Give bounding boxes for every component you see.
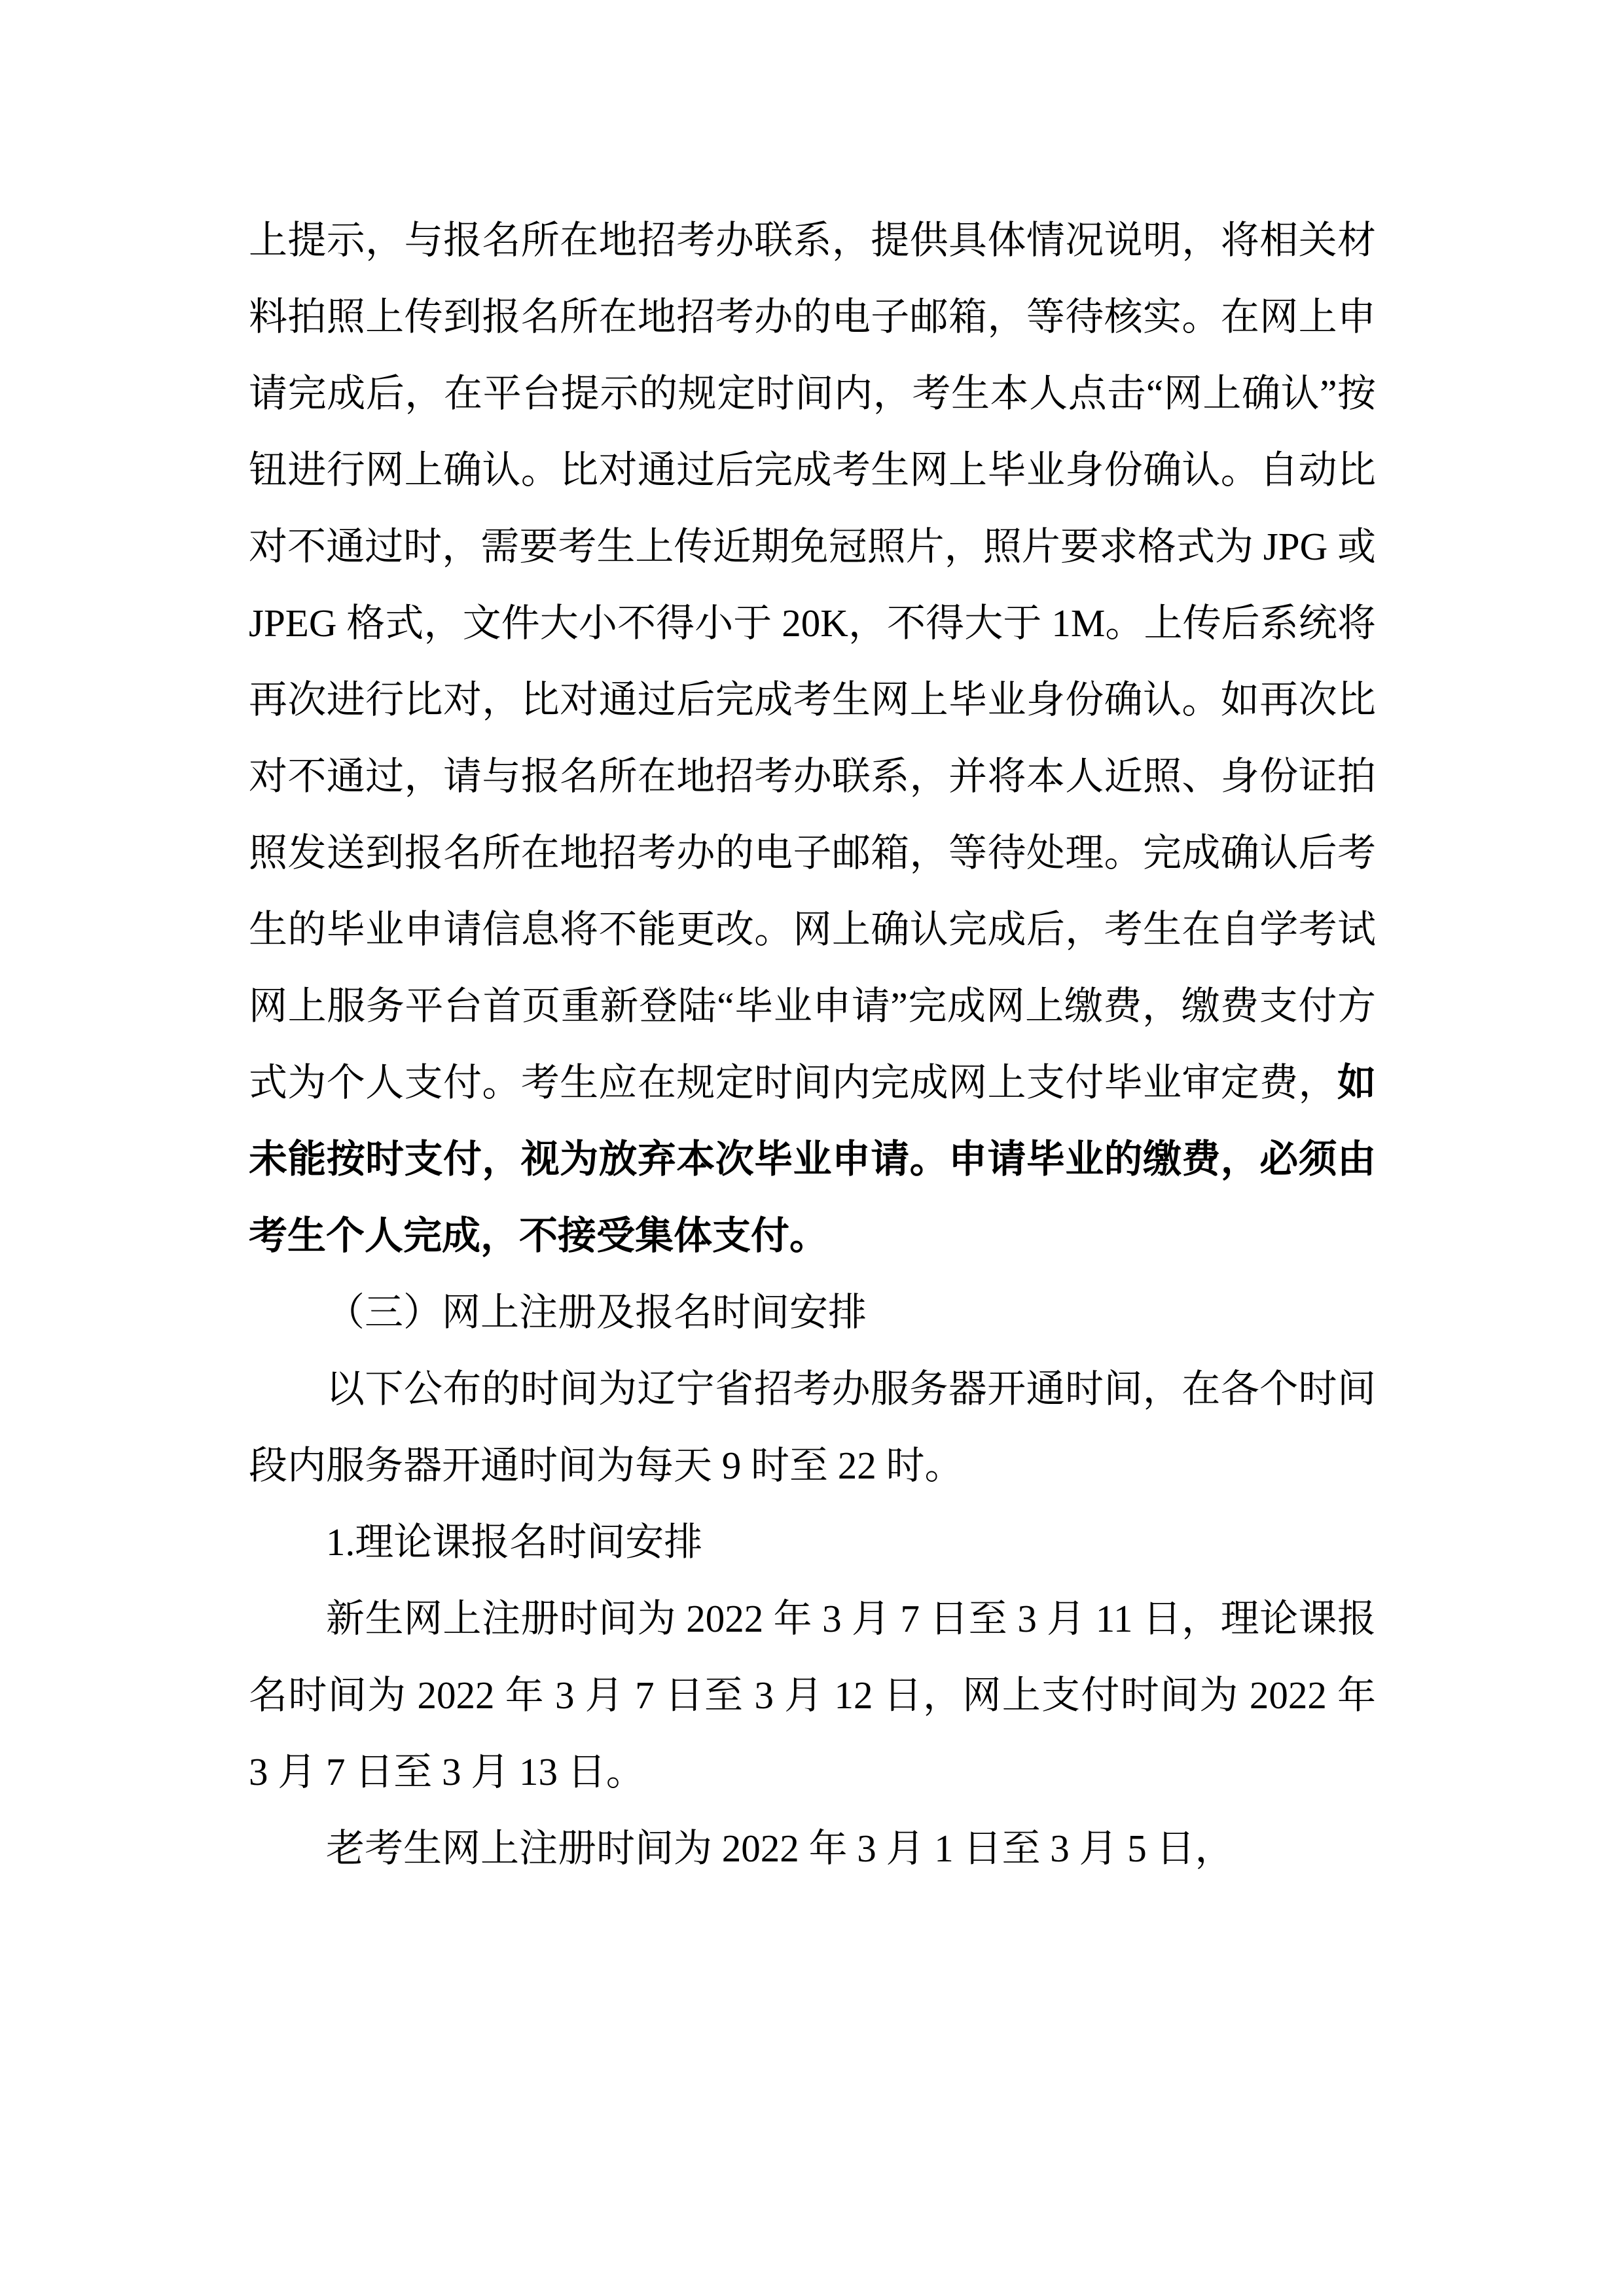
paragraph-returning-student-registration-dates: 老考生网上注册时间为 2022 年 3 月 1 日至 3 月 5 日， — [326, 1827, 1234, 1870]
confirmation-paragraph-bold-text: 如未能按时支付，视为放弃本次毕业申请。申请毕业的缴费，必须由考生个人完成，不接受集体支付。 — [249, 1061, 1376, 1257]
confirmation-paragraph-regular-text: 上提示，与报名所在地招考办联系，提供具体情况说明，将相关材料拍照上传到报名所在地招考办的电子邮箱，等待核实。在网上申请完成后，在平台提示的规定时间内，考生本人点击“网上确认”按钮进行网上确认。比对通过后完成考生网上毕业身份确认。自动比对不通过时，需要考生上传近期免冠照片，照片要求格式为 JPG 或 JPEG 格式，文件大小不得小于 20K，不得大于 1M。上传后系统将再次进行比对，比对通过后完成考生网上毕业身份确认。如再次比对不通过，请与报名所在地招考办联系，并将本人近照、身份证拍照发送到报名所在地招考办的电子邮箱，等待处理。完成确认后考生的毕业申请信息将不能更改。网上确认完成后，考生在自学考试网上服务平台首页重新登陆“毕业申请”完成网上缴费，缴费支付方式为个人支付。考生应在规定时间内完成网上支付毕业审定费， — [249, 219, 1376, 1104]
heading-section-3-registration-schedule: （三）网上注册及报名时间安排 — [326, 1291, 867, 1334]
paragraph-online-confirmation-and-payment — [249, 202, 1376, 1274]
heading-theory-course-schedule: 1.理论课报名时间安排 — [326, 1520, 703, 1564]
document-body — [249, 202, 1376, 1887]
paragraph-server-open-hours: 以下公布的时间为辽宁省招考办服务器开通时间，在各个时间段内服务器开通时间为每天 9 时至 22 时。 — [249, 1367, 1376, 1487]
paragraph-new-student-registration-dates: 新生网上注册时间为 2022 年 3 月 7 日至 3 月 11 日，理论课报名时间为 2022 年 3 月 7 日至 3 月 12 日，网上支付时间为 2022 年 3 月 7 日至 3 月 13 日。 — [249, 1597, 1376, 1793]
